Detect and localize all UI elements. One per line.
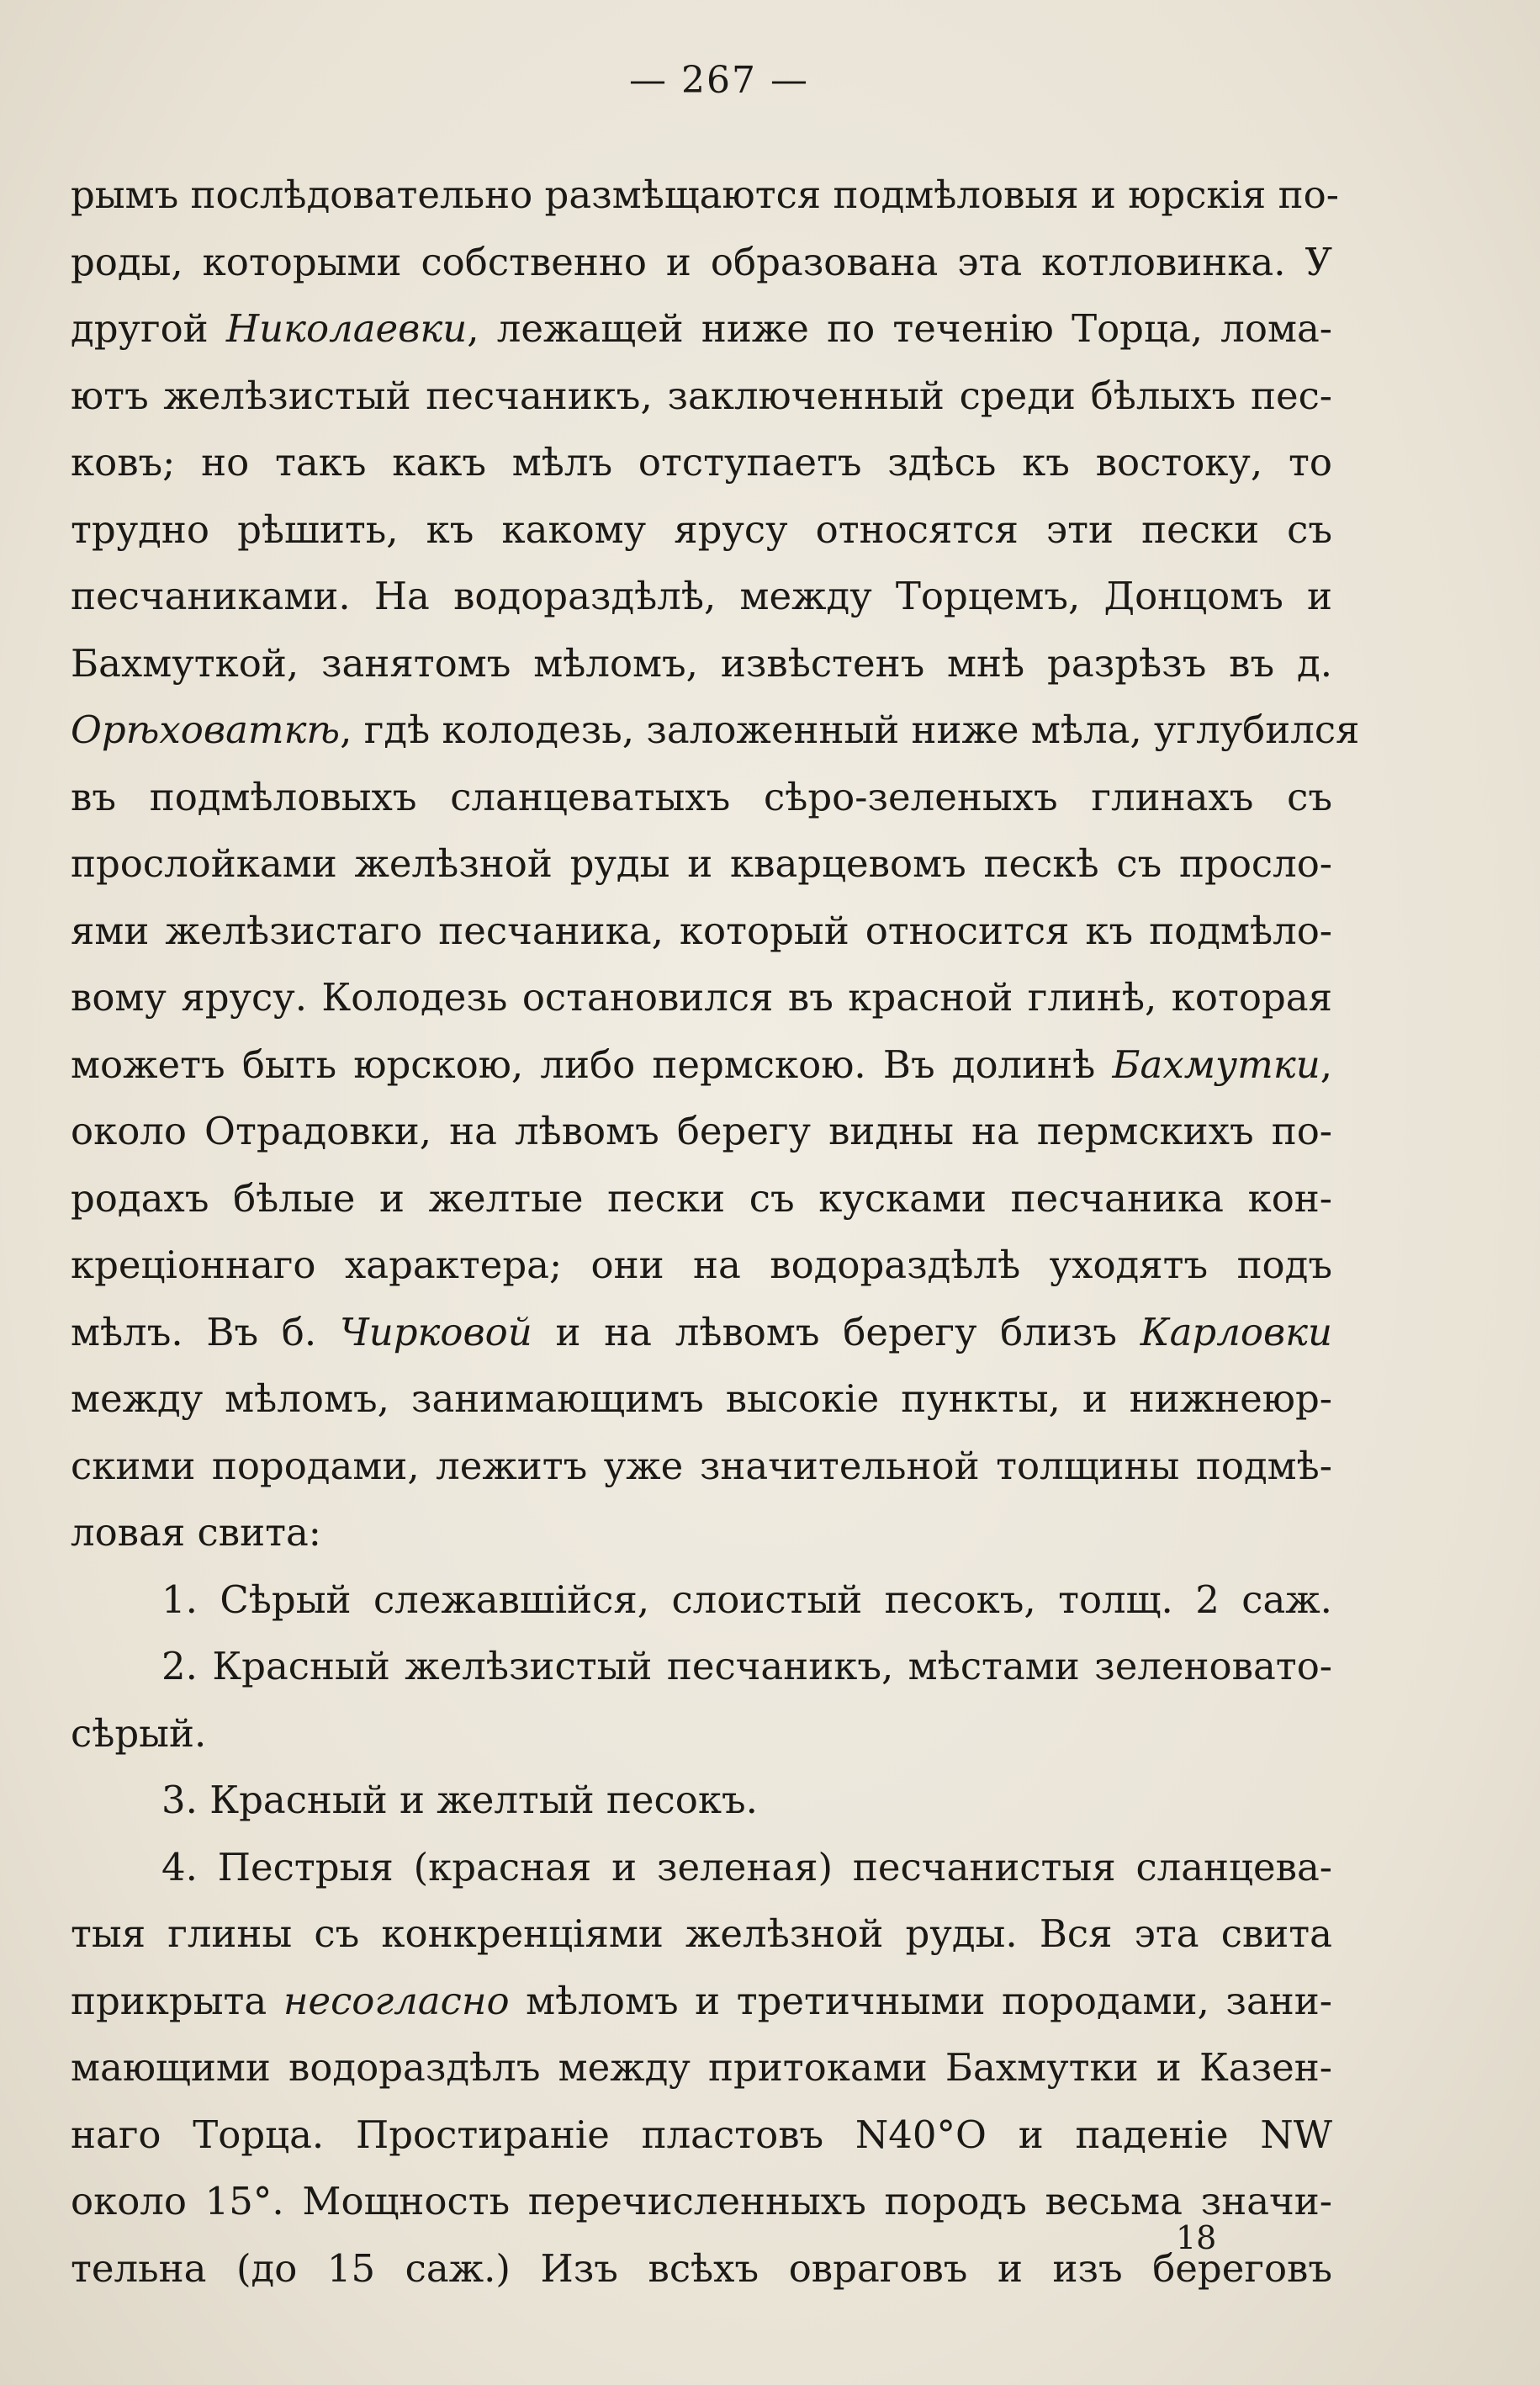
- text-line: ями желѣзистаго песчаника, который относится къ подмѣло-: [71, 908, 1332, 953]
- text-line: креціоннаго характера; они на водораздѣлѣ уходятъ подъ: [71, 1243, 1332, 1287]
- text-line: другой Николаевки, лежащей ниже по теченію Торца, лома-: [71, 306, 1332, 351]
- text-line: скими породами, лежитъ уже значительной толщины подмѣ-: [71, 1443, 1332, 1488]
- text-line: прикрыта несогласно мѣломъ и третичными породами, зани-: [71, 1978, 1332, 2023]
- text-line: рымъ послѣдовательно размѣщаются подмѣловыя и юрскія по-: [71, 172, 1339, 217]
- signature-mark: 18: [1176, 2219, 1217, 2256]
- page-number: — 267 —: [629, 59, 809, 102]
- italic-place-name: Карловки: [1140, 1309, 1333, 1354]
- text-line: около 15°. Мощность перечисленныхъ породъ весьма значи-: [71, 2179, 1332, 2223]
- text-line: тыя глины съ конкренціями желѣзной руды. Вся эта свита: [71, 1911, 1332, 1956]
- list-item-2: 2. Красный желѣзистый песчаникъ, мѣстами зеленовато-: [161, 1644, 1332, 1688]
- italic-place-name: Орѣховаткѣ: [71, 708, 341, 752]
- text-line: между мѣломъ, занимающимъ высокіе пункты, и нижнеюр-: [71, 1376, 1332, 1421]
- text-line: трудно рѣшить, къ какому ярусу относятся эти пески съ: [71, 506, 1332, 552]
- page-body: [71, 162, 1360, 2302]
- text-line: въ подмѣловыхъ сланцеватыхъ сѣро-зеленыхъ глинахъ съ: [71, 774, 1332, 819]
- text-line: песчаниками. На водораздѣлѣ, между Торцемъ, Донцомъ и: [71, 574, 1332, 618]
- list-item-4: 4. Пестрыя (красная и зеленая) песчанистыя сланцева-: [161, 1844, 1332, 1889]
- text-line: можетъ быть юрскою, либо пермскою. Въ долинѣ Бахмутки,: [71, 1041, 1332, 1087]
- text-line: наго Торца. Простираніе пластовъ N40°O и паденіе NW: [71, 2112, 1332, 2157]
- text-line: Орѣховаткѣ, гдѣ колодезь, заложенный ниже мѣла, углубился: [71, 708, 1360, 752]
- text-line: прослойками желѣзной руды и кварцевомъ пескѣ съ просло-: [71, 841, 1332, 886]
- text-line: роды, которыми собственно и образована эта котловинка. У: [71, 239, 1332, 284]
- list-item-1: 1. Сѣрый слежавшійся, слоистый песокъ, толщ. 2 саж.: [161, 1577, 1332, 1622]
- text-line: сѣрый.: [71, 1710, 207, 1756]
- italic-place-name: несогласно: [283, 1978, 510, 2023]
- list-item-3: 3. Красный и желтый песокъ.: [161, 1778, 758, 1822]
- italic-place-name: Чирковой: [339, 1309, 532, 1354]
- text-line: вому ярусу. Колодезь остановился въ красной глинѣ, которая: [71, 975, 1332, 1020]
- text-line: Бахмуткой, занятомъ мѣломъ, извѣстенъ мнѣ разрѣзъ въ д.: [71, 640, 1332, 686]
- text-line: ловая свита:: [71, 1510, 321, 1555]
- text-line: мѣлъ. Въ б. Чирковой и на лѣвомъ берегу близъ Карловки: [71, 1309, 1333, 1354]
- text-line: мающими водораздѣлъ между притоками Бахмутки и Казен-: [71, 2045, 1332, 2090]
- text-line: тельна (до 15 саж.) Изъ всѣхъ овраговъ и изъ береговъ: [71, 2245, 1332, 2291]
- text-line: ютъ желѣзистый песчаникъ, заключенный среди бѣлыхъ пес-: [71, 373, 1332, 418]
- text-line: родахъ бѣлые и желтые пески съ кусками песчаника кон-: [71, 1175, 1332, 1221]
- text-line: около Отрадовки, на лѣвомъ берегу видны на пермскихъ по-: [71, 1109, 1332, 1153]
- italic-place-name: Николаевки: [225, 306, 468, 351]
- text-line: ковъ; но такъ какъ мѣлъ отступаетъ здѣсь къ востоку, то: [71, 440, 1332, 485]
- italic-place-name: Бахмутки: [1112, 1041, 1320, 1087]
